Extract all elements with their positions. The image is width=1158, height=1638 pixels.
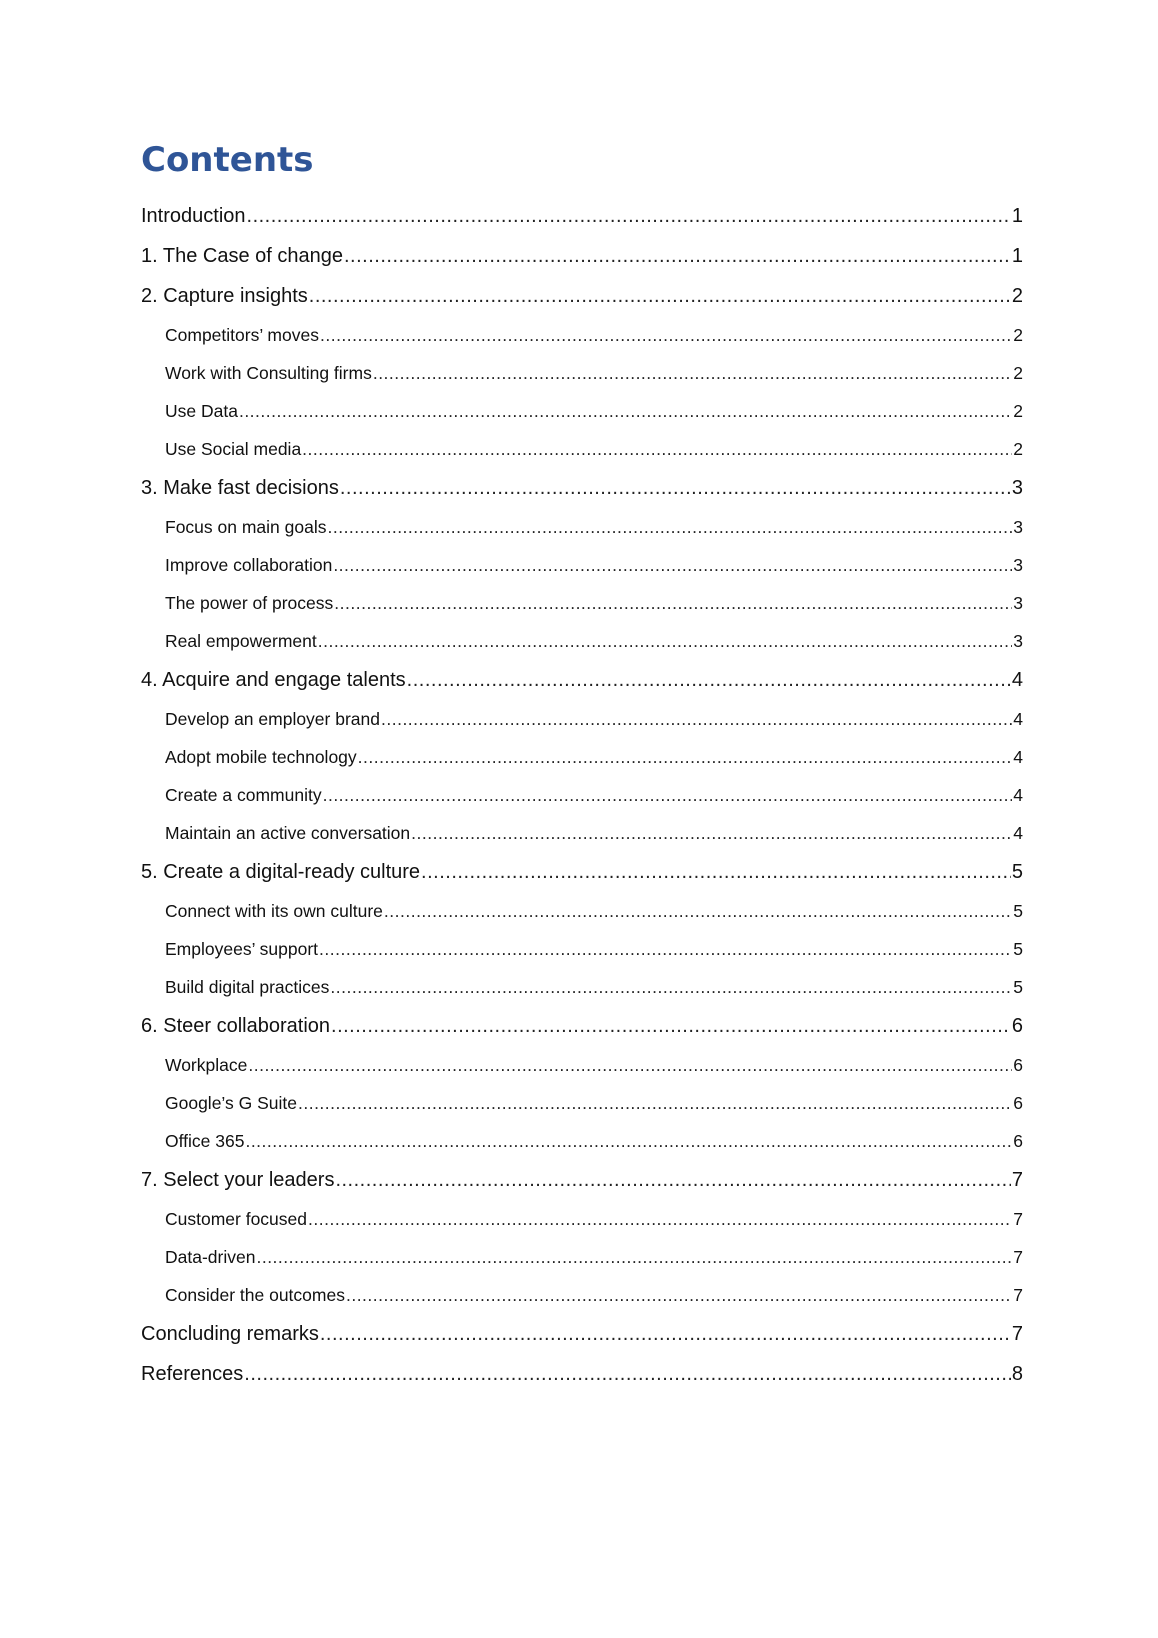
toc-page-number: 5: [1013, 901, 1023, 921]
toc-entry-text: Data-driven: [165, 1247, 256, 1267]
toc-entry-text: References: [141, 1363, 244, 1385]
toc-dot-leader: [320, 316, 1012, 354]
table-of-contents: [141, 196, 1023, 1394]
toc-page-number: 3: [1013, 517, 1023, 537]
toc-dot-leader: [384, 892, 1012, 930]
toc-dot-leader: [244, 1354, 1011, 1394]
toc-entry[interactable]: [141, 1314, 1023, 1354]
toc-subentry[interactable]: [141, 508, 1023, 546]
toc-subentry[interactable]: [141, 392, 1023, 430]
toc-page-number: 6: [1011, 1015, 1023, 1037]
toc-dot-leader: [318, 622, 1013, 660]
toc-subentry[interactable]: [141, 968, 1023, 1006]
toc-page-number: 2: [1013, 439, 1023, 459]
toc-dot-leader: [245, 1122, 1012, 1160]
toc-page-number: 2: [1011, 285, 1023, 307]
toc-dot-leader: [327, 508, 1012, 546]
toc-subentry[interactable]: [141, 892, 1023, 930]
toc-dot-leader: [330, 968, 1012, 1006]
toc-page-number: 7: [1011, 1169, 1023, 1191]
toc-entry-text: Google’s G Suite: [165, 1093, 297, 1113]
toc-entry-text: Work with Consulting firms: [165, 363, 372, 383]
toc-subentry[interactable]: [141, 1122, 1023, 1160]
toc-title: Contents: [141, 140, 314, 180]
toc-dot-leader: [320, 1314, 1011, 1354]
toc-entry-text: Focus on main goals: [165, 517, 327, 537]
toc-entry[interactable]: [141, 236, 1023, 276]
toc-dot-leader: [411, 814, 1012, 852]
toc-page-number: 1: [1011, 205, 1023, 227]
toc-subentry[interactable]: [141, 1200, 1023, 1238]
toc-dot-leader: [381, 700, 1012, 738]
toc-entry[interactable]: [141, 1160, 1023, 1200]
toc-dot-leader: [331, 1006, 1011, 1046]
toc-page-number: 4: [1013, 709, 1023, 729]
toc-entry-text: Use Social media: [165, 439, 302, 459]
toc-dot-leader: [309, 276, 1011, 316]
toc-dot-leader: [298, 1084, 1012, 1122]
toc-entry-text: Office 365: [165, 1131, 245, 1151]
toc-subentry[interactable]: [141, 700, 1023, 738]
toc-subentry[interactable]: [141, 930, 1023, 968]
toc-dot-leader: [346, 1276, 1012, 1314]
toc-dot-leader: [358, 738, 1013, 776]
toc-subentry[interactable]: [141, 1238, 1023, 1276]
toc-entry[interactable]: [141, 660, 1023, 700]
toc-page-number: 7: [1013, 1247, 1023, 1267]
toc-entry-text: 5. Create a digital-ready culture: [141, 861, 421, 883]
toc-entry[interactable]: [141, 276, 1023, 316]
toc-subentry[interactable]: [141, 584, 1023, 622]
toc-dot-leader: [308, 1200, 1012, 1238]
toc-entry[interactable]: [141, 852, 1023, 892]
toc-dot-leader: [333, 546, 1012, 584]
toc-dot-leader: [340, 468, 1011, 508]
toc-page-number: 6: [1013, 1055, 1023, 1075]
toc-entry-text: Introduction: [141, 205, 246, 227]
toc-page-number: 5: [1011, 861, 1023, 883]
toc-page-number: 6: [1013, 1093, 1023, 1113]
toc-entry-text: Competitors’ moves: [165, 325, 319, 345]
toc-dot-leader: [323, 776, 1013, 814]
toc-entry-text: 4. Acquire and engage talents: [141, 669, 406, 691]
toc-dot-leader: [334, 584, 1012, 622]
toc-entry[interactable]: [141, 196, 1023, 236]
toc-entry-text: Build digital practices: [165, 977, 330, 997]
toc-entry-text: Concluding remarks: [141, 1323, 319, 1345]
toc-page-number: 2: [1013, 401, 1023, 421]
toc-entry-text: 6. Steer collaboration: [141, 1015, 331, 1037]
toc-entry-text: Employees’ support: [165, 939, 319, 959]
toc-page-number: 5: [1013, 977, 1023, 997]
toc-page-number: 8: [1011, 1363, 1023, 1385]
toc-dot-leader: [421, 852, 1011, 892]
toc-entry-text: 2. Capture insights: [141, 285, 308, 307]
toc-entry[interactable]: [141, 1006, 1023, 1046]
toc-entry-text: Adopt mobile technology: [165, 747, 357, 767]
toc-page-number: 3: [1011, 477, 1023, 499]
toc-entry-text: Real empowerment: [165, 631, 317, 651]
toc-page-number: 7: [1013, 1209, 1023, 1229]
toc-page-number: 2: [1013, 325, 1023, 345]
toc-subentry[interactable]: [141, 354, 1023, 392]
toc-subentry[interactable]: [141, 814, 1023, 852]
toc-dot-leader: [247, 196, 1011, 236]
toc-page-number: 3: [1013, 631, 1023, 651]
toc-entry[interactable]: [141, 468, 1023, 508]
toc-subentry[interactable]: [141, 546, 1023, 584]
toc-subentry[interactable]: [141, 776, 1023, 814]
toc-entry-text: Customer focused: [165, 1209, 308, 1229]
toc-entry-text: 3. Make fast decisions: [141, 477, 339, 499]
toc-subentry[interactable]: [141, 1084, 1023, 1122]
toc-page-number: 4: [1013, 747, 1023, 767]
toc-dot-leader: [239, 392, 1012, 430]
toc-page-number: 2: [1013, 363, 1023, 383]
toc-page-number: 4: [1013, 785, 1023, 805]
toc-subentry[interactable]: [141, 1276, 1023, 1314]
toc-page-number: 4: [1011, 669, 1023, 691]
toc-subentry[interactable]: [141, 1046, 1023, 1084]
toc-subentry[interactable]: [141, 316, 1023, 354]
toc-entry-text: Consider the outcomes: [165, 1285, 345, 1305]
toc-entry-text: 1. The Case of change: [141, 245, 343, 267]
toc-entry-text: The power of process: [165, 593, 334, 613]
toc-page-number: 6: [1013, 1131, 1023, 1151]
toc-dot-leader: [302, 430, 1012, 468]
toc-entry-text: Use Data: [165, 401, 238, 421]
toc-entry-text: Maintain an active conversation: [165, 823, 411, 843]
toc-entry-text: 7. Select your leaders: [141, 1169, 335, 1191]
toc-entry-text: Connect with its own culture: [165, 901, 383, 921]
toc-entry-text: Develop an employer brand: [165, 709, 380, 729]
toc-entry-text: Improve collaboration: [165, 555, 333, 575]
toc-page-number: 4: [1013, 823, 1023, 843]
toc-dot-leader: [256, 1238, 1012, 1276]
toc-dot-leader: [248, 1046, 1012, 1084]
toc-entry-text: Workplace: [165, 1055, 248, 1075]
toc-page-number: 7: [1013, 1285, 1023, 1305]
toc-subentry[interactable]: [141, 430, 1023, 468]
toc-entry[interactable]: [141, 1354, 1023, 1394]
toc-dot-leader: [344, 236, 1011, 276]
toc-page-number: 3: [1013, 593, 1023, 613]
toc-page-number: 7: [1011, 1323, 1023, 1345]
toc-dot-leader: [319, 930, 1012, 968]
toc-subentry[interactable]: [141, 738, 1023, 776]
toc-subentry[interactable]: [141, 622, 1023, 660]
toc-entry-text: Create a community: [165, 785, 322, 805]
toc-page-number: 3: [1013, 555, 1023, 575]
toc-page-number: 5: [1013, 939, 1023, 959]
toc-page-number: 1: [1011, 245, 1023, 267]
toc-dot-leader: [335, 1160, 1010, 1200]
toc-dot-leader: [407, 660, 1011, 700]
toc-dot-leader: [373, 354, 1012, 392]
